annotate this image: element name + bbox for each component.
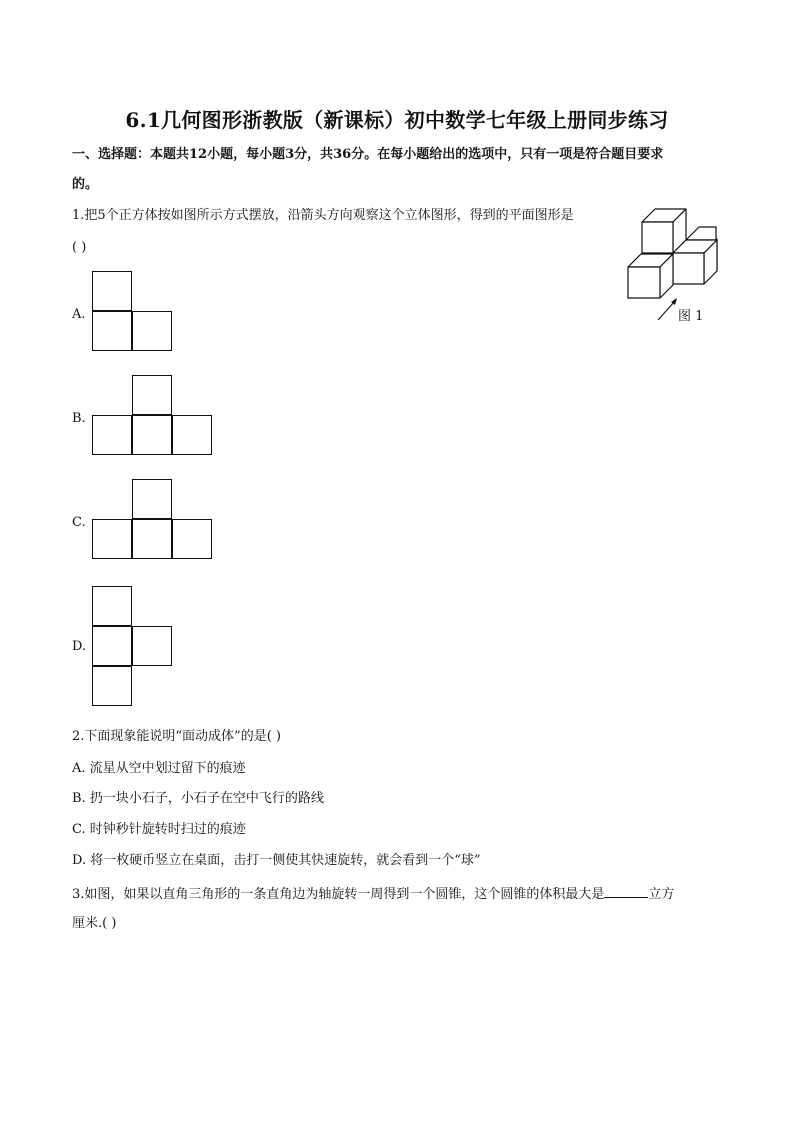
top-cube-front: [642, 222, 673, 253]
section-heading-line2: 的。: [72, 177, 99, 192]
square: [132, 375, 172, 415]
q1-text: 1.把5个正方体按如图所示方式摆放，沿箭头方向观察这个立体图形，得到的平面图形是: [72, 208, 574, 223]
section-heading-line1: 一、选择题：本题共12小题，每小题3分，共36分。在每小题给出的选项中，只有一项是符合题目要求: [72, 147, 664, 162]
square: [92, 519, 132, 559]
square: [92, 666, 132, 706]
view-arrow-line: [658, 301, 675, 320]
left-front-front: [628, 267, 660, 298]
figure-caption: 图 1: [678, 309, 704, 324]
q1-paren: ( ): [72, 240, 87, 255]
square: [92, 626, 132, 666]
q2-option-d: D. 将一枚硬币竖立在桌面，击打一侧使其快速旋转，就会看到一个“球”: [72, 853, 481, 868]
square: [132, 479, 172, 519]
page-title: 6.1几何图形浙教版（新课标）初中数学七年级上册同步练习: [125, 108, 669, 132]
square: [172, 519, 212, 559]
square: [92, 586, 132, 626]
q3-line1: [72, 885, 674, 904]
q1-option-d-label: D.: [72, 639, 87, 654]
square: [132, 626, 172, 666]
q1-cube-figure: [620, 200, 730, 330]
q3-answer-blank: [604, 885, 648, 898]
q2-text: 2.下面现象能说明“面动成体”的是( ): [72, 729, 281, 744]
square: [92, 271, 132, 311]
square: [92, 415, 132, 455]
square: [132, 415, 172, 455]
right-front-front: [673, 253, 704, 284]
q2-option-b: B. 扔一块小石子，小石子在空中飞行的路线: [72, 791, 324, 806]
q3-line2: 厘米.( ): [72, 916, 117, 931]
q2-option-a: A. 流星从空中划过留下的痕迹: [72, 761, 246, 776]
q1-option-b-label: B.: [72, 411, 86, 426]
square: [92, 311, 132, 351]
q1-option-a-label: A.: [72, 307, 86, 322]
square: [132, 519, 172, 559]
q1-option-c-label: C.: [72, 515, 86, 530]
q3-text-after: 立方: [648, 887, 675, 902]
right-back-top: [686, 227, 716, 240]
q2-option-c: C. 时钟秒针旋转时扫过的痕迹: [72, 822, 246, 837]
square: [132, 311, 172, 351]
square: [172, 415, 212, 455]
q3-text-before: 3.如图，如果以直角三角形的一条直角边为轴旋转一周得到一个圆锥，这个圆锥的体积最大是: [72, 887, 605, 902]
